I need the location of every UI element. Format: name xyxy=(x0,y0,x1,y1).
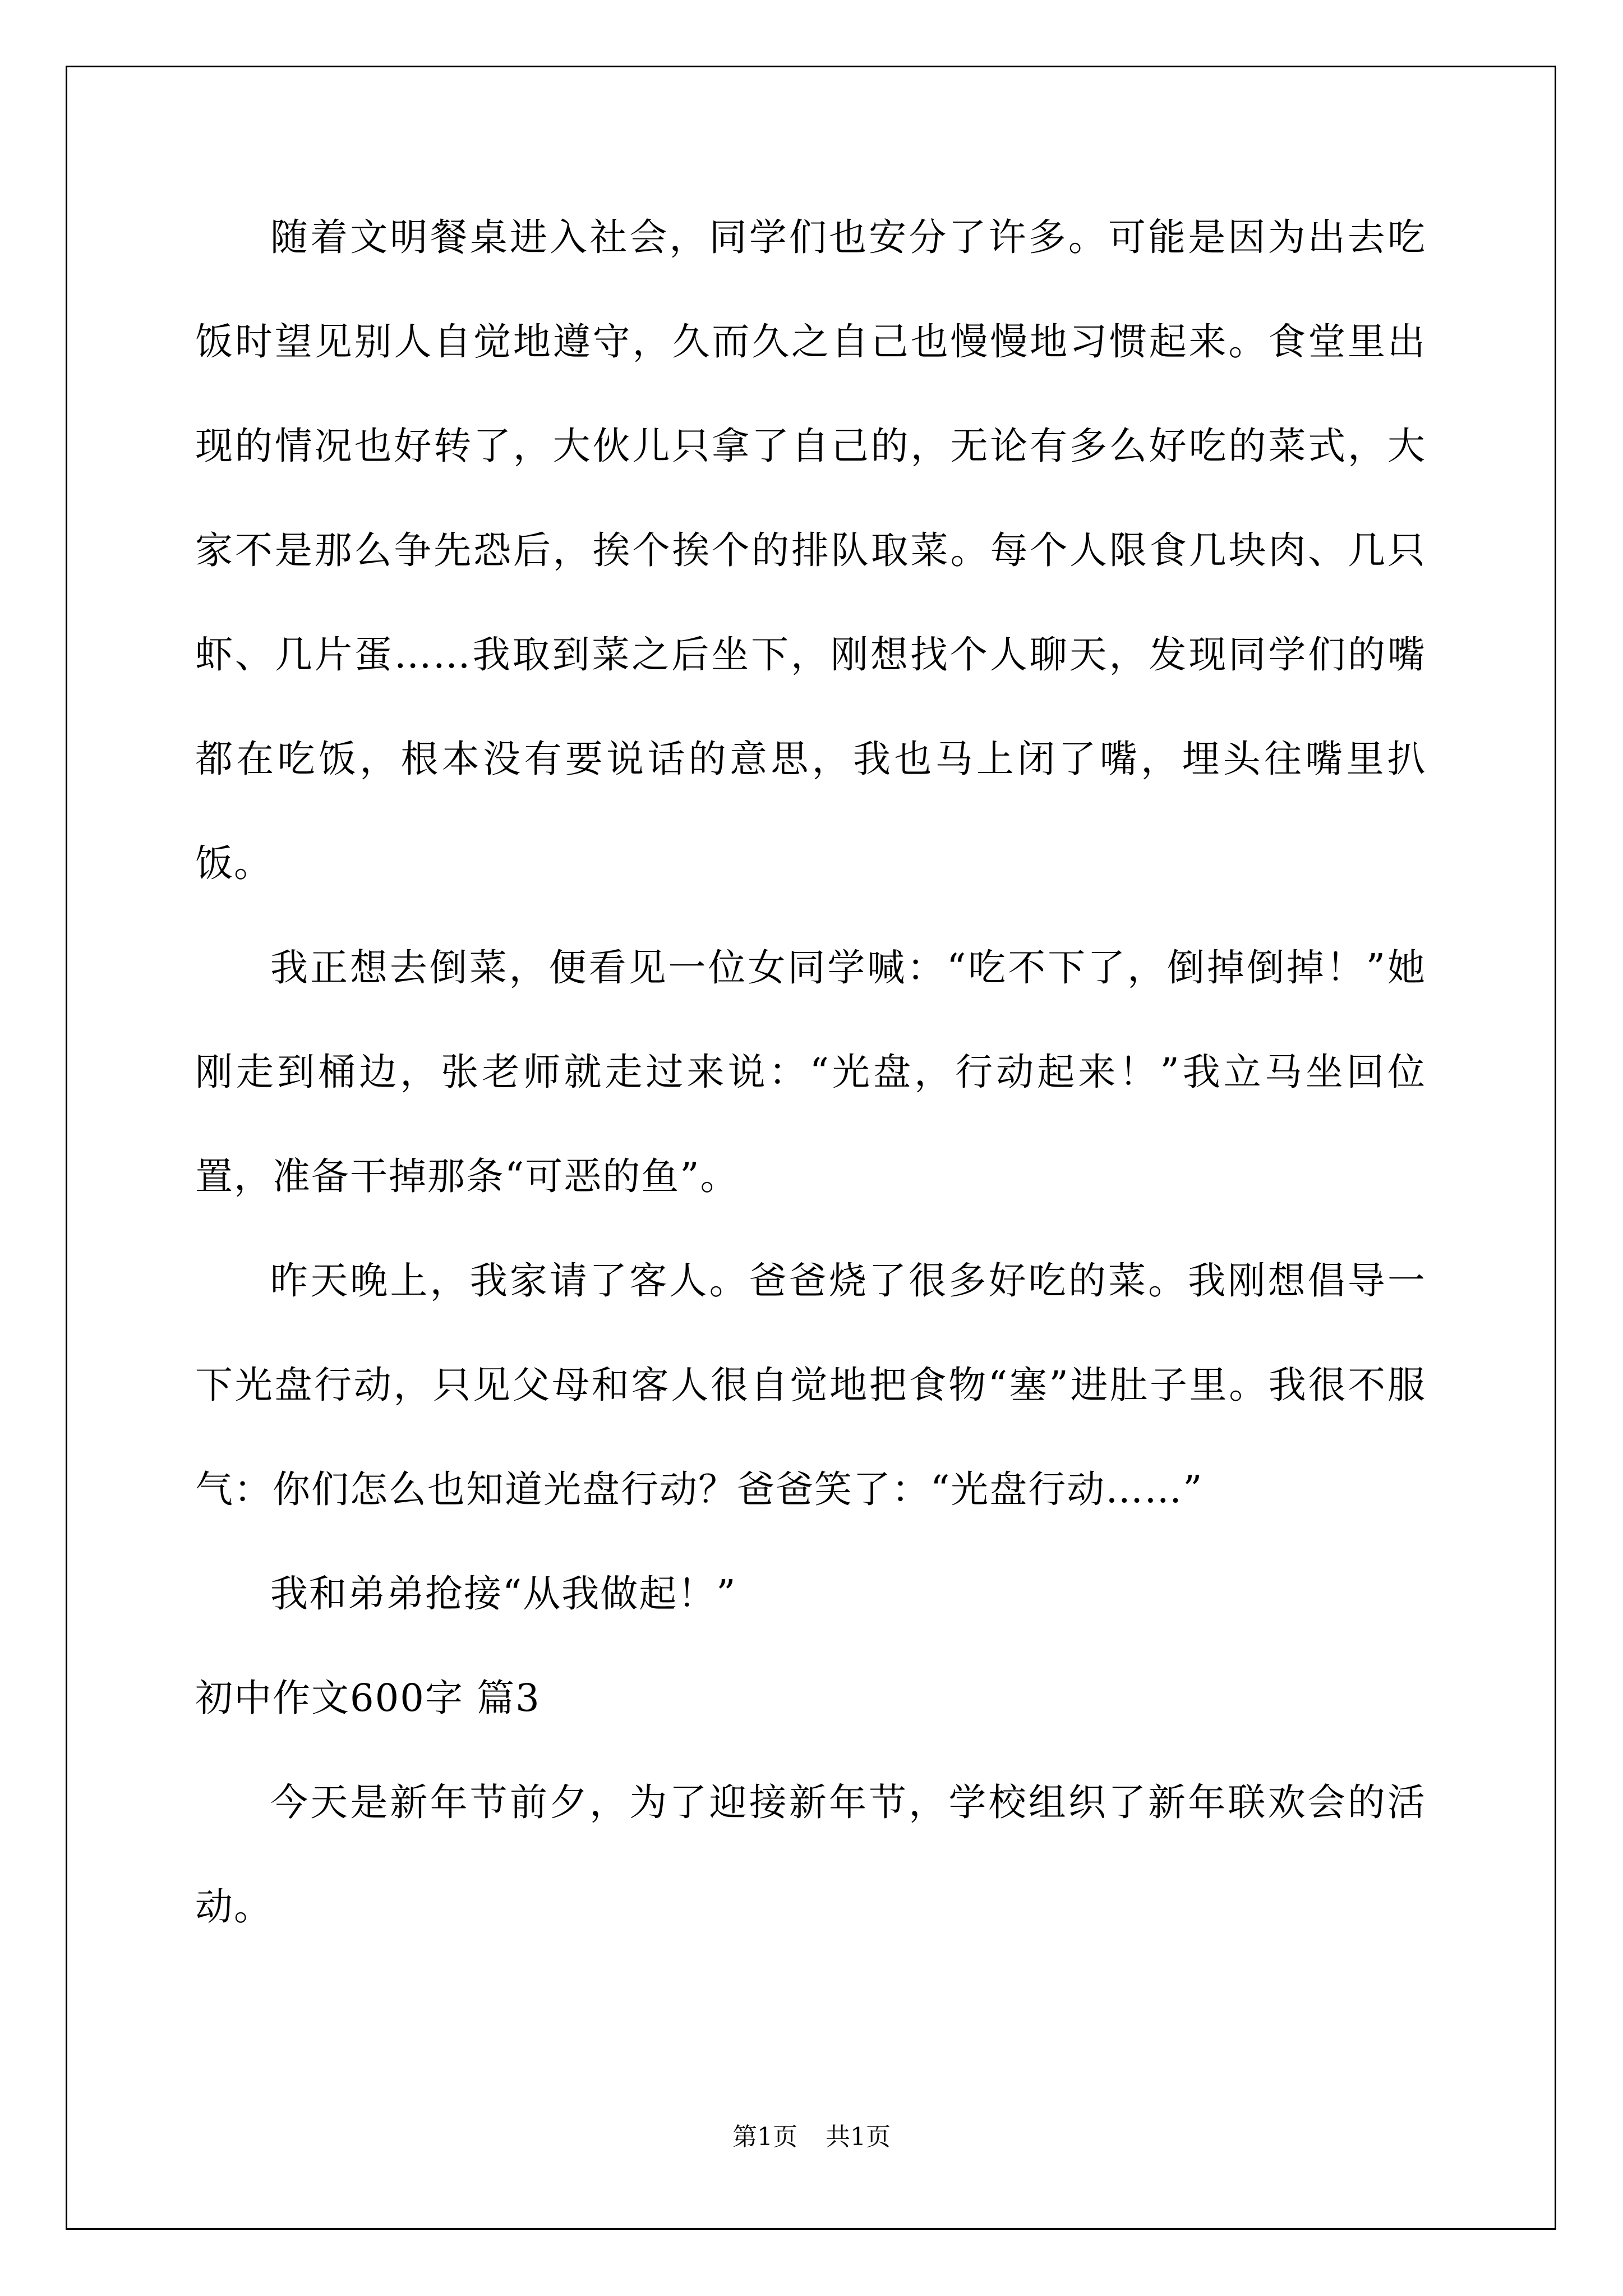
section-heading: 初中作文600字 篇3 xyxy=(195,1676,541,1720)
paragraph: 我和弟弟抢接“从我做起！” xyxy=(270,1572,737,1616)
page-footer xyxy=(0,2120,1623,2154)
paragraph: 随着文明餐桌进入社会，同学们也安分了许多。可能是因为出去吃饭时望见别人自觉地遵守，久而久之自己也慢慢地习惯起来。食堂里出现的情况也好转了，大伙儿只拿了自己的，无论有多么好吃的菜式，大家不是那么争先恐后，挨个挨个的排队取菜。每个人限食几块肉、几只虾、几片蛋……我取到菜之后坐下，刚想找个人聊天，发现同学们的嘴都在吃饭，根本没有要说话的意思，我也马上闭了嘴，埋头往嘴里扒饭。 xyxy=(195,215,1426,885)
paragraph: 昨天晚上，我家请了客人。爸爸烧了很多好吃的菜。我刚想倡导一下光盘行动，只见父母和客人很自觉地把食物“塞”进肚子里。我很不服气：你们怎么也知道光盘行动？爸爸笑了：“光盘行动……” xyxy=(195,1259,1426,1511)
paragraph: 我正想去倒菜，便看见一位女同学喊：“吃不下了，倒掉倒掉！”她刚走到桶边，张老师就走过来说：“光盘，行动起来！”我立马坐回位置，准备干掉那条“可恶的鱼”。 xyxy=(195,946,1426,1198)
paragraph: 今天是新年节前夕，为了迎接新年节，学校组织了新年联欢会的活动。 xyxy=(195,1780,1426,1929)
page-total: 共1页 xyxy=(826,2123,891,2151)
document-body xyxy=(195,185,1426,1959)
page-number: 第1页 xyxy=(732,2123,797,2151)
